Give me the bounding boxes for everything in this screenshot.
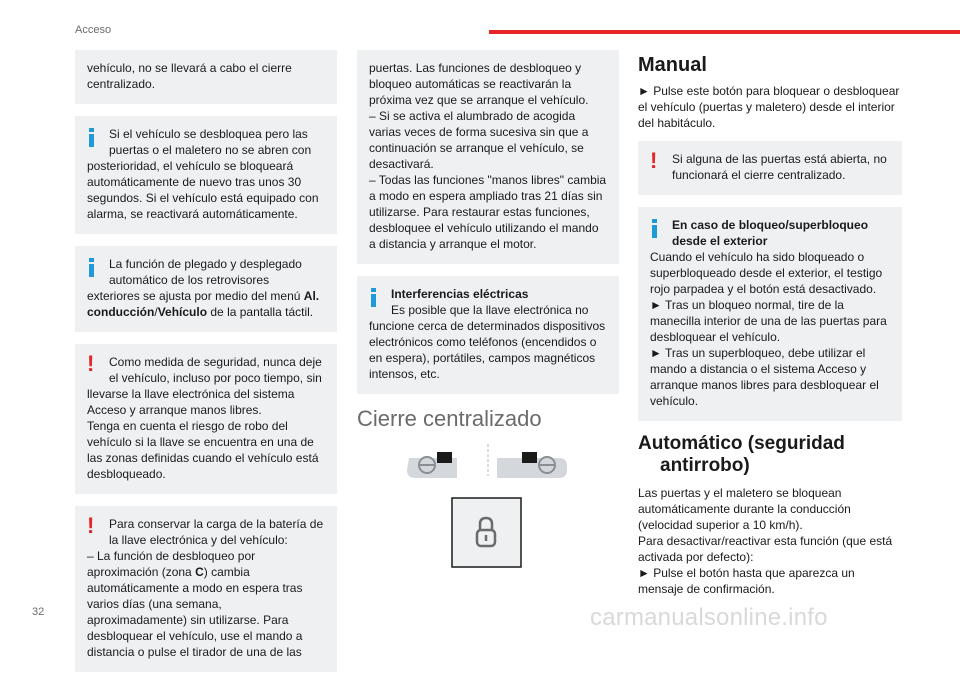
info-title: Interferencias eléctricas: [391, 287, 529, 301]
info-title-2: desde el exterior: [672, 234, 768, 248]
header-accent-bar: [489, 30, 960, 34]
warning-icon: !: [87, 513, 95, 538]
info-icon: [369, 286, 391, 318]
warning-box-continued: [357, 50, 619, 264]
lock-button-closeup: [452, 498, 521, 567]
warning-box-door-open: [638, 141, 902, 195]
info-text: Cuando el vehículo ha sido bloqueado o superbloqueado desde el exterior, el testigo rojo parpadea y el botón está desactivado.: [650, 250, 883, 296]
note-text: vehículo, no se llevará a cabo el cierre centralizado.: [87, 61, 292, 91]
page-number: 32: [32, 606, 45, 618]
info-box-interference: [357, 276, 619, 394]
warning-icon: !: [87, 351, 95, 376]
info-first-line: Si el vehículo se desbloquea pero las: [109, 127, 308, 141]
info-icon: [650, 217, 672, 249]
info-text: automático de los retrovisores exteriores se ajusta por medio del menú Al. conducción/Vehículo de la pantalla táctil.: [87, 273, 320, 319]
manual-text: ► Pulse este botón para bloquear o desbloquear el vehículo (puertas y maletero) desde el interior del habitáculo.: [638, 84, 900, 130]
box-text: puertas. Las funciones de desbloqueo y bloqueo automáticas se reactivarán la próxima vez que se arranque el vehículo.: [369, 61, 589, 107]
door-panel-left: [407, 452, 457, 478]
automatic-text-2: Para desactivar/reactivar esta función (que está activada por defecto):: [638, 534, 893, 564]
warning-text: – La función de desbloqueo por aproximación (zona C) cambia automáticamente a modo en espera tras varios días (una semana, aproximadamente) sin utilizarse. Para desbloquear el vehículo, use el mando a distancia o pulse el tirador de una de las: [87, 549, 303, 659]
warning-box-battery: [75, 506, 337, 672]
lock-button-icon: [522, 452, 537, 463]
automatic-text: Las puertas y el maletero se bloquean automáticamente durante la conducción (velocidad superior a 10 km/h).: [638, 486, 851, 532]
info-box-relock: [75, 116, 337, 234]
column-right: [638, 54, 902, 607]
section-title: Acceso: [75, 24, 112, 36]
info-text-2: ► Tras un bloqueo normal, tire de la manecilla interior de una de las puertas para desbloquear el vehículo.: [650, 298, 887, 344]
info-box-lock-exterior: [638, 207, 902, 421]
central-locking-illustration: [357, 440, 619, 590]
menu-name: Al. conducción: [87, 289, 320, 319]
note-box-continued: [75, 50, 337, 104]
info-text-3: ► Tras un superbloqueo, debe utilizar el mando a distancia o el sistema Acceso y arranque manos libres para desbloquear el vehículo.: [650, 346, 879, 408]
info-title: En caso de bloqueo/superbloqueo: [672, 218, 869, 232]
menu-name: Vehículo: [157, 305, 208, 319]
warning-first-line: Si alguna de las puertas está abierta, no: [672, 152, 887, 166]
lock-button-icon: [437, 452, 452, 463]
automatic-text-3: ► Pulse el botón hasta que aparezca un mensaje de confirmación.: [638, 566, 855, 596]
automatic-heading: Automático (seguridad antirrobo): [638, 433, 845, 476]
manual-heading: Manual: [638, 54, 707, 76]
warning-second-line: la llave electrónica y del vehículo:: [109, 533, 288, 547]
warning-second-line: funcionará el cierre centralizado.: [672, 168, 846, 182]
warning-box-key: [75, 344, 337, 494]
info-text: puertas o el maletero no se abren con posterioridad, el vehículo se bloqueará automáticamente de nuevo tras unos 30 segundos. Si el vehículo está equipado con alarma, se reactivará automáticamente.: [87, 143, 319, 221]
info-text: funcione cerca de determinados dispositivos electrónicos como teléfonos (encendidos o en espera), portátiles, campos magnéticos intensos, etc.: [369, 319, 606, 381]
box-text-3: – Todas las funciones "manos libres" cambia a modo en espera ampliado tras 21 días sin utilizarse. Para restaurar estas funciones, desbloquee el vehículo utilizando el mando a distancia y arranque el motor.: [369, 173, 607, 251]
info-first-line: La función de plegado y desplegado: [109, 257, 302, 271]
section-heading: Cierre centralizado: [357, 406, 542, 431]
info-box-mirrors: [75, 246, 337, 332]
box-text-2: – Si se activa el alumbrado de acogida varias veces de forma sucesiva sin que a continuación se arranque el vehículo, se desactivará.: [369, 109, 589, 171]
warning-first-line: Como medida de seguridad, nunca deje: [109, 355, 322, 369]
watermark: carmanualsonline.info: [590, 604, 828, 631]
info-icon: [87, 126, 109, 142]
warning-icon: !: [650, 148, 658, 173]
column-middle: [357, 50, 619, 590]
door-panel-right: [497, 452, 567, 478]
column-left: [75, 50, 337, 684]
info-icon: [87, 256, 109, 272]
zone-label: C: [195, 565, 204, 579]
info-first-line: Es posible que la llave electrónica no: [391, 303, 589, 317]
warning-text-2: Tenga en cuenta el riesgo de robo del vehículo si la llave se encuentra en una de las zonas definidas cuando el vehículo está desbloqueado.: [87, 419, 319, 481]
warning-text: el vehículo, incluso por poco tiempo, sin llevarse la llave electrónica del sistema Acceso y arranque manos libres.: [87, 371, 322, 417]
warning-first-line: Para conservar la carga de la batería de: [109, 517, 324, 531]
